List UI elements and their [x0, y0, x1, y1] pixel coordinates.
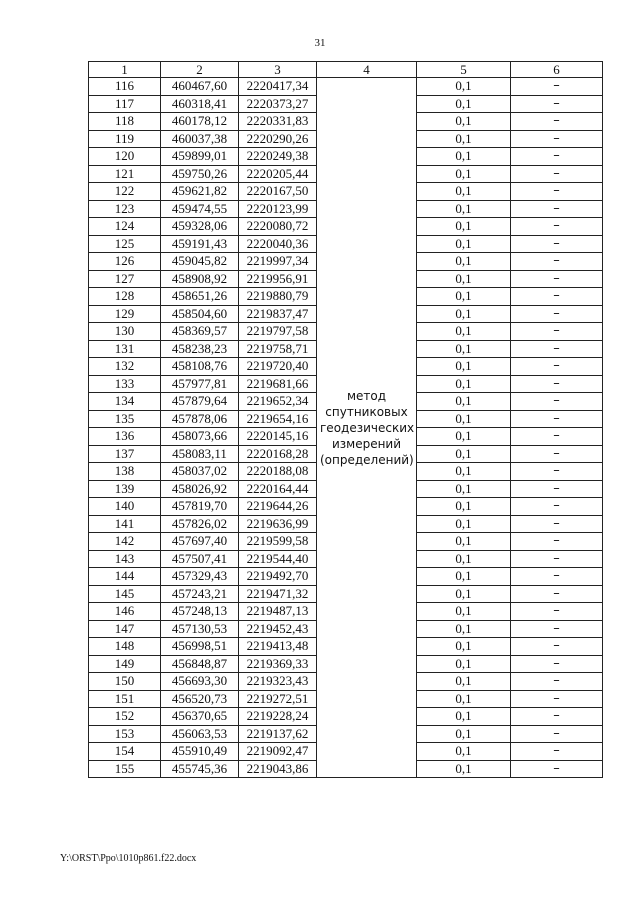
x-coordinate-cell: 457819,70	[161, 498, 239, 516]
method-line: метод	[346, 388, 387, 403]
x-coordinate-cell: 458108,76	[161, 358, 239, 376]
point-number-cell: 129	[89, 305, 161, 323]
accuracy-cell: 0,1	[417, 358, 511, 376]
accuracy-cell: 0,1	[417, 445, 511, 463]
y-coordinate-cell: 2219043,86	[239, 760, 317, 778]
accuracy-cell: 0,1	[417, 375, 511, 393]
accuracy-cell: 0,1	[417, 515, 511, 533]
y-coordinate-cell: 2219452,43	[239, 620, 317, 638]
accuracy-cell: 0,1	[417, 78, 511, 96]
y-coordinate-cell: 2220164,44	[239, 480, 317, 498]
header-col-1: 1	[89, 62, 161, 78]
point-number-cell: 139	[89, 480, 161, 498]
point-number-cell: 152	[89, 708, 161, 726]
y-coordinate-cell: 2219487,13	[239, 603, 317, 621]
description-cell: –	[511, 235, 603, 253]
description-cell: –	[511, 655, 603, 673]
method-line: геодезических	[320, 420, 415, 435]
x-coordinate-cell: 460178,12	[161, 113, 239, 131]
point-number-cell: 140	[89, 498, 161, 516]
header-col-4: 4	[317, 62, 417, 78]
y-coordinate-cell: 2219092,47	[239, 743, 317, 761]
y-coordinate-cell: 2219636,99	[239, 515, 317, 533]
description-cell: –	[511, 690, 603, 708]
x-coordinate-cell: 456063,53	[161, 725, 239, 743]
description-cell: –	[511, 113, 603, 131]
y-coordinate-cell: 2220188,08	[239, 463, 317, 481]
point-number-cell: 144	[89, 568, 161, 586]
page-number: 31	[314, 37, 326, 49]
y-coordinate-cell: 2219644,26	[239, 498, 317, 516]
description-cell: –	[511, 620, 603, 638]
point-number-cell: 155	[89, 760, 161, 778]
y-coordinate-cell: 2219997,34	[239, 253, 317, 271]
point-number-cell: 143	[89, 550, 161, 568]
accuracy-cell: 0,1	[417, 655, 511, 673]
y-coordinate-cell: 2219544,40	[239, 550, 317, 568]
header-col-3: 3	[239, 62, 317, 78]
description-cell: –	[511, 498, 603, 516]
point-number-cell: 135	[89, 410, 161, 428]
x-coordinate-cell: 459328,06	[161, 218, 239, 236]
description-cell: –	[511, 725, 603, 743]
x-coordinate-cell: 457243,21	[161, 585, 239, 603]
x-coordinate-cell: 459621,82	[161, 183, 239, 201]
accuracy-cell: 0,1	[417, 533, 511, 551]
point-number-cell: 128	[89, 288, 161, 306]
description-cell: –	[511, 673, 603, 691]
point-number-cell: 138	[89, 463, 161, 481]
description-cell: –	[511, 445, 603, 463]
x-coordinate-cell: 457977,81	[161, 375, 239, 393]
accuracy-cell: 0,1	[417, 253, 511, 271]
x-coordinate-cell: 456370,65	[161, 708, 239, 726]
point-number-cell: 141	[89, 515, 161, 533]
accuracy-cell: 0,1	[417, 130, 511, 148]
accuracy-cell: 0,1	[417, 165, 511, 183]
table-header	[89, 62, 603, 78]
x-coordinate-cell: 457879,64	[161, 393, 239, 411]
point-number-cell: 130	[89, 323, 161, 341]
accuracy-cell: 0,1	[417, 498, 511, 516]
point-number-cell: 119	[89, 130, 161, 148]
description-cell: –	[511, 78, 603, 96]
y-coordinate-cell: 2219797,58	[239, 323, 317, 341]
method-cell	[317, 78, 417, 778]
y-coordinate-cell: 2220205,44	[239, 165, 317, 183]
x-coordinate-cell: 457329,43	[161, 568, 239, 586]
accuracy-cell: 0,1	[417, 305, 511, 323]
description-cell: –	[511, 585, 603, 603]
point-number-cell: 137	[89, 445, 161, 463]
method-line: измерений	[331, 436, 402, 451]
description-cell: –	[511, 603, 603, 621]
y-coordinate-cell: 2220290,26	[239, 130, 317, 148]
y-coordinate-cell: 2219492,70	[239, 568, 317, 586]
y-coordinate-cell: 2219272,51	[239, 690, 317, 708]
accuracy-cell: 0,1	[417, 200, 511, 218]
accuracy-cell: 0,1	[417, 340, 511, 358]
description-cell: –	[511, 393, 603, 411]
description-cell: –	[511, 375, 603, 393]
y-coordinate-cell: 2220040,36	[239, 235, 317, 253]
description-cell: –	[511, 760, 603, 778]
description-cell: –	[511, 95, 603, 113]
y-coordinate-cell: 2219880,79	[239, 288, 317, 306]
point-number-cell: 131	[89, 340, 161, 358]
x-coordinate-cell: 458037,02	[161, 463, 239, 481]
accuracy-cell: 0,1	[417, 708, 511, 726]
y-coordinate-cell: 2220331,83	[239, 113, 317, 131]
y-coordinate-cell: 2220373,27	[239, 95, 317, 113]
accuracy-cell: 0,1	[417, 480, 511, 498]
point-number-cell: 126	[89, 253, 161, 271]
description-cell: –	[511, 533, 603, 551]
accuracy-cell: 0,1	[417, 95, 511, 113]
point-number-cell: 149	[89, 655, 161, 673]
description-cell: –	[511, 148, 603, 166]
accuracy-cell: 0,1	[417, 410, 511, 428]
x-coordinate-cell: 458238,23	[161, 340, 239, 358]
point-number-cell: 146	[89, 603, 161, 621]
x-coordinate-cell: 457697,40	[161, 533, 239, 551]
x-coordinate-cell: 456693,30	[161, 673, 239, 691]
point-number-cell: 125	[89, 235, 161, 253]
header-col-5: 5	[417, 62, 511, 78]
point-number-cell: 123	[89, 200, 161, 218]
point-number-cell: 116	[89, 78, 161, 96]
y-coordinate-cell: 2219837,47	[239, 305, 317, 323]
method-line: (определений)	[320, 452, 414, 467]
accuracy-cell: 0,1	[417, 603, 511, 621]
x-coordinate-cell: 457826,02	[161, 515, 239, 533]
x-coordinate-cell: 455745,36	[161, 760, 239, 778]
header-col-6: 6	[511, 62, 603, 78]
point-number-cell: 133	[89, 375, 161, 393]
description-cell: –	[511, 183, 603, 201]
point-number-cell: 136	[89, 428, 161, 446]
point-number-cell: 117	[89, 95, 161, 113]
description-cell: –	[511, 638, 603, 656]
y-coordinate-cell: 2219369,33	[239, 655, 317, 673]
accuracy-cell: 0,1	[417, 235, 511, 253]
y-coordinate-cell: 2219681,66	[239, 375, 317, 393]
accuracy-cell: 0,1	[417, 673, 511, 691]
x-coordinate-cell: 460467,60	[161, 78, 239, 96]
description-cell: –	[511, 323, 603, 341]
x-coordinate-cell: 456520,73	[161, 690, 239, 708]
accuracy-cell: 0,1	[417, 148, 511, 166]
x-coordinate-cell: 459899,01	[161, 148, 239, 166]
y-coordinate-cell: 2219471,32	[239, 585, 317, 603]
accuracy-cell: 0,1	[417, 690, 511, 708]
y-coordinate-cell: 2219599,58	[239, 533, 317, 551]
y-coordinate-cell: 2219323,43	[239, 673, 317, 691]
accuracy-cell: 0,1	[417, 393, 511, 411]
description-cell: –	[511, 568, 603, 586]
description-cell: –	[511, 708, 603, 726]
point-number-cell: 122	[89, 183, 161, 201]
x-coordinate-cell: 458083,11	[161, 445, 239, 463]
x-coordinate-cell: 460037,38	[161, 130, 239, 148]
point-number-cell: 132	[89, 358, 161, 376]
x-coordinate-cell: 456848,87	[161, 655, 239, 673]
point-number-cell: 147	[89, 620, 161, 638]
point-number-cell: 124	[89, 218, 161, 236]
accuracy-cell: 0,1	[417, 428, 511, 446]
accuracy-cell: 0,1	[417, 463, 511, 481]
header-row	[89, 62, 603, 78]
y-coordinate-cell: 2219956,91	[239, 270, 317, 288]
description-cell: –	[511, 253, 603, 271]
x-coordinate-cell: 457130,53	[161, 620, 239, 638]
x-coordinate-cell: 455910,49	[161, 743, 239, 761]
point-number-cell: 148	[89, 638, 161, 656]
description-cell: –	[511, 743, 603, 761]
description-cell: –	[511, 270, 603, 288]
footer-file-path: Y:\ORST\Ppo\1010p861.f22.docx	[60, 853, 197, 864]
description-cell: –	[511, 200, 603, 218]
point-number-cell: 120	[89, 148, 161, 166]
point-number-cell: 142	[89, 533, 161, 551]
point-number-cell: 151	[89, 690, 161, 708]
y-coordinate-cell: 2220417,34	[239, 78, 317, 96]
point-number-cell: 154	[89, 743, 161, 761]
accuracy-cell: 0,1	[417, 270, 511, 288]
coordinates-table	[88, 61, 603, 778]
x-coordinate-cell: 456998,51	[161, 638, 239, 656]
description-cell: –	[511, 463, 603, 481]
x-coordinate-cell: 459474,55	[161, 200, 239, 218]
description-cell: –	[511, 428, 603, 446]
accuracy-cell: 0,1	[417, 585, 511, 603]
x-coordinate-cell: 458908,92	[161, 270, 239, 288]
accuracy-cell: 0,1	[417, 725, 511, 743]
x-coordinate-cell: 458369,57	[161, 323, 239, 341]
y-coordinate-cell: 2220168,28	[239, 445, 317, 463]
description-cell: –	[511, 410, 603, 428]
x-coordinate-cell: 458651,26	[161, 288, 239, 306]
x-coordinate-cell: 459750,26	[161, 165, 239, 183]
accuracy-cell: 0,1	[417, 323, 511, 341]
point-number-cell: 127	[89, 270, 161, 288]
point-number-cell: 150	[89, 673, 161, 691]
x-coordinate-cell: 457507,41	[161, 550, 239, 568]
point-number-cell: 153	[89, 725, 161, 743]
description-cell: –	[511, 130, 603, 148]
description-cell: –	[511, 358, 603, 376]
y-coordinate-cell: 2220080,72	[239, 218, 317, 236]
x-coordinate-cell: 460318,41	[161, 95, 239, 113]
accuracy-cell: 0,1	[417, 183, 511, 201]
x-coordinate-cell: 458504,60	[161, 305, 239, 323]
description-cell: –	[511, 288, 603, 306]
description-cell: –	[511, 515, 603, 533]
accuracy-cell: 0,1	[417, 218, 511, 236]
table-body	[89, 78, 603, 778]
y-coordinate-cell: 2219137,62	[239, 725, 317, 743]
x-coordinate-cell: 457878,06	[161, 410, 239, 428]
description-cell: –	[511, 340, 603, 358]
accuracy-cell: 0,1	[417, 550, 511, 568]
method-line: спутниковых	[325, 404, 408, 419]
x-coordinate-cell: 458073,66	[161, 428, 239, 446]
accuracy-cell: 0,1	[417, 638, 511, 656]
accuracy-cell: 0,1	[417, 620, 511, 638]
y-coordinate-cell: 2219413,48	[239, 638, 317, 656]
table-row	[89, 78, 603, 96]
accuracy-cell: 0,1	[417, 760, 511, 778]
y-coordinate-cell: 2219758,71	[239, 340, 317, 358]
y-coordinate-cell: 2220167,50	[239, 183, 317, 201]
point-number-cell: 118	[89, 113, 161, 131]
x-coordinate-cell: 458026,92	[161, 480, 239, 498]
point-number-cell: 145	[89, 585, 161, 603]
point-number-cell: 134	[89, 393, 161, 411]
x-coordinate-cell: 459191,43	[161, 235, 239, 253]
accuracy-cell: 0,1	[417, 288, 511, 306]
point-number-cell: 121	[89, 165, 161, 183]
y-coordinate-cell: 2219228,24	[239, 708, 317, 726]
y-coordinate-cell: 2219654,16	[239, 410, 317, 428]
accuracy-cell: 0,1	[417, 568, 511, 586]
x-coordinate-cell: 459045,82	[161, 253, 239, 271]
description-cell: –	[511, 480, 603, 498]
accuracy-cell: 0,1	[417, 113, 511, 131]
description-cell: –	[511, 218, 603, 236]
accuracy-cell: 0,1	[417, 743, 511, 761]
description-cell: –	[511, 550, 603, 568]
y-coordinate-cell: 2220249,38	[239, 148, 317, 166]
x-coordinate-cell: 457248,13	[161, 603, 239, 621]
y-coordinate-cell: 2220123,99	[239, 200, 317, 218]
y-coordinate-cell: 2219720,40	[239, 358, 317, 376]
header-col-2: 2	[161, 62, 239, 78]
y-coordinate-cell: 2219652,34	[239, 393, 317, 411]
description-cell: –	[511, 305, 603, 323]
description-cell: –	[511, 165, 603, 183]
y-coordinate-cell: 2220145,16	[239, 428, 317, 446]
